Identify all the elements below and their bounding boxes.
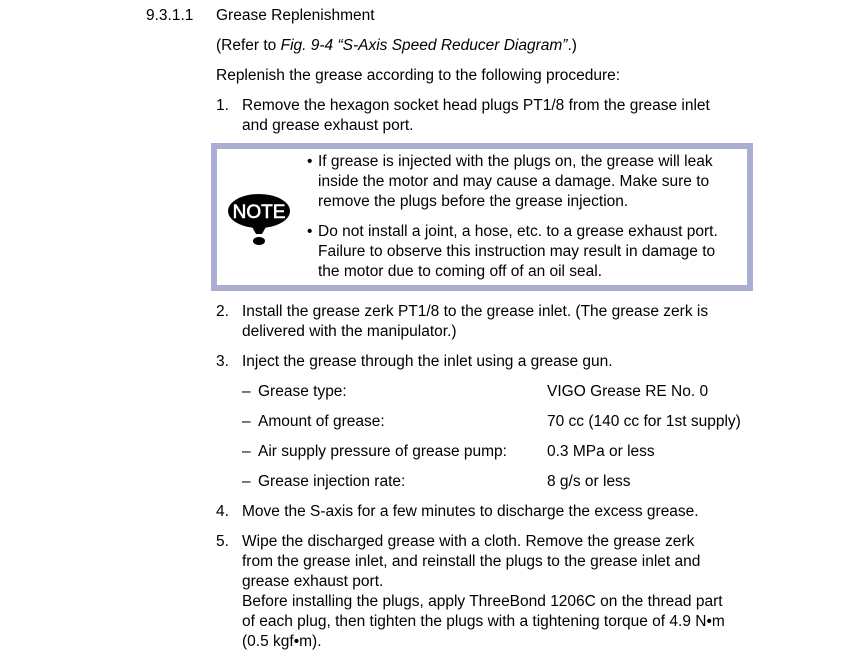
spec-dash: – xyxy=(242,443,251,460)
note-bullet-line: inside the motor and may cause a damage. Make sure to xyxy=(318,173,710,190)
spec-value: 0.3 MPa or less xyxy=(547,443,655,460)
section-title: Grease Replenishment xyxy=(216,7,375,24)
step-text-line: grease exhaust port. xyxy=(242,573,384,590)
step-text-line: Before installing the plugs, apply ThreeBond 1206C on the thread part xyxy=(242,593,723,610)
step-text-line: Move the S-axis for a few minutes to discharge the excess grease. xyxy=(242,503,699,520)
spec-value: VIGO Grease RE No. 0 xyxy=(547,383,709,400)
reference-link[interactable]: Fig. 9-4 “S-Axis Speed Reducer Diagram” xyxy=(280,37,568,54)
step-text-line: Install the grease zerk PT1/8 to the grease inlet. (The grease zerk is xyxy=(242,303,709,320)
intro-text: Replenish the grease according to the following procedure: xyxy=(216,67,621,84)
step-number: 3. xyxy=(216,353,229,370)
spec-label: Grease type: xyxy=(258,383,347,400)
note-bullet-marker: • xyxy=(307,223,313,240)
note-bullet-line: Failure to observe this instruction may result in damage to xyxy=(318,243,716,260)
spec-dash: – xyxy=(242,473,251,490)
note-bullet-line: Do not install a joint, a hose, etc. to a grease exhaust port. xyxy=(318,223,718,240)
step-text-line: Inject the grease through the inlet using a grease gun. xyxy=(242,353,613,370)
step-text-line: (0.5 kgf•m). xyxy=(242,633,322,650)
figure-reference xyxy=(216,36,577,56)
note-icon xyxy=(227,193,293,249)
note-bullet-line: the motor due to coming off of an oil seal. xyxy=(318,263,603,280)
spec-dash: – xyxy=(242,383,251,400)
step-text-line: from the grease inlet, and reinstall the plugs to the grease inlet and xyxy=(242,553,701,570)
reference-suffix: .) xyxy=(567,37,577,54)
step-text-line: Wipe the discharged grease with a cloth. Remove the grease zerk xyxy=(242,533,695,550)
note-bullet-marker: • xyxy=(307,153,313,170)
section-number: 9.3.1.1 xyxy=(146,7,194,24)
spec-label: Air supply pressure of grease pump: xyxy=(258,443,507,460)
note-icon-label: NOTE xyxy=(232,202,286,223)
step-text-line: of each plug, then tighten the plugs with a tightening torque of 4.9 N•m xyxy=(242,613,725,630)
spec-label: Grease injection rate: xyxy=(258,473,406,490)
note-bullet-line: remove the plugs before the grease injection. xyxy=(318,193,629,210)
step-text-line: and grease exhaust port. xyxy=(242,117,414,134)
note-bullet-line: If grease is injected with the plugs on, the grease will leak xyxy=(318,153,713,170)
spec-value: 8 g/s or less xyxy=(547,473,631,490)
spec-label: Amount of grease: xyxy=(258,413,385,430)
step-text-line: Remove the hexagon socket head plugs PT1/8 from the grease inlet xyxy=(242,97,710,114)
step-number: 1. xyxy=(216,97,229,114)
reference-prefix: (Refer to xyxy=(216,37,281,54)
step-number: 5. xyxy=(216,533,229,550)
step-number: 2. xyxy=(216,303,229,320)
step-number: 4. xyxy=(216,503,229,520)
step-text-line: delivered with the manipulator.) xyxy=(242,323,457,340)
spec-value: 70 cc (140 cc for 1st supply) xyxy=(547,413,741,430)
spec-dash: – xyxy=(242,413,251,430)
